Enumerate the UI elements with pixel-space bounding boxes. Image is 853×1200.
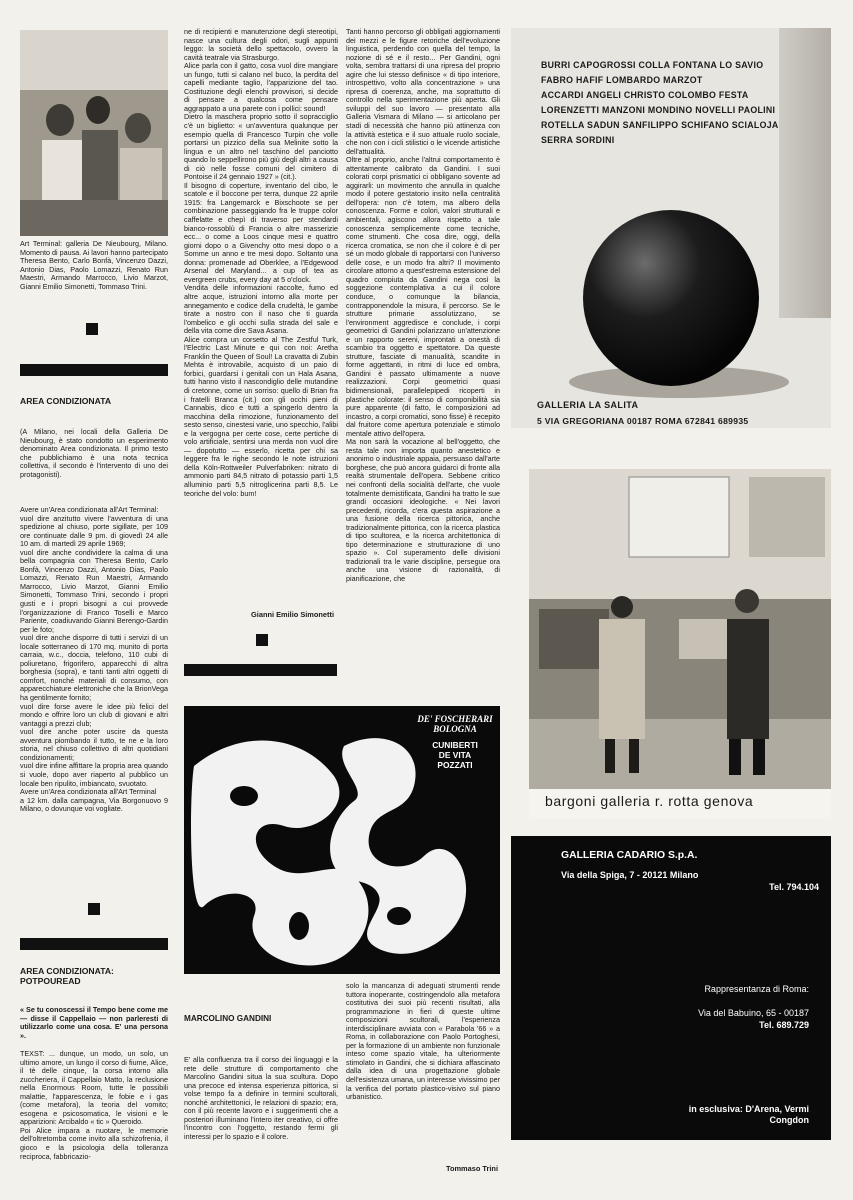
artist-list: BURRI CAPOGROSSI COLLA FONTANA LO SAVIO FABRO HAFIF LOMBARDO MARZOT ACCARDI ANGELI CHRISTO COLOMBO FESTA LORENZETTI MANZONI MONDINO NOVELLI PAOLINI ROTELLA SADUN SANFILIPPO SCHIFANO SCIALOJA SERRA SORDINI xyxy=(541,60,779,145)
foscherari-ad xyxy=(184,706,500,974)
sphere-sculpture-illustration xyxy=(511,28,831,428)
section-rule xyxy=(20,938,168,950)
section-rule xyxy=(20,364,168,376)
rome-office-label: Rappresentanza di Roma: xyxy=(704,984,809,994)
article-body: TEXST: ... dunque, un modo, un solo, un ultimo amore, un lungo il corso di fiume, Alice, il tè delle cinque, la corsa intorno alla zuccheriera, il Cappellaio Matto, la reclusione nella Enormous Room, tutte le possibili malattie, l'apparescenza, le fobie e i gas (come metafora), la teoria del vomito; esogena e psicosomatica, le visioni e le apparizioni: Arcibaldo « tic » Queroido. Poi Alice impara a nuotare, le memorie dell'oltretomba come invito alla schizofrenia, il gioco e la psicologia della tolleranza reciproca, fabbricazio- xyxy=(20,1050,168,1161)
section-heading: MARCOLINO GANDINI xyxy=(184,1014,272,1023)
gallery-address: Via della Spiga, 7 - 20121 Milano xyxy=(561,870,699,880)
gallery-name: GALLERIA CADARIO S.p.A. xyxy=(561,850,698,861)
article-body: E' alla confluenza tra il corso dei linguaggi e la rete delle strutture di comportamento che Marcolino Gandini situa la sua scultura. Dopo una precoce ed intensa esperienza pittorica, si volse tempo fa a definire in termini scultorali, nonché architettonici, le relazioni di spazio; era, con il più recente lavoro e i suggerimenti che a posteriori illuminano l'intero iter creativo, ci offre l'incontro con l'oggetto, restando fermi gli interessi per lo spazio e il colore. xyxy=(184,1056,338,1141)
gallery-address: 5 VIA GREGORIANA 00187 ROMA 672841 689935 xyxy=(537,416,749,426)
section-heading: AREA CONDIZIONATA xyxy=(20,396,112,406)
article-body: Tanti hanno percorso gli obbligati aggiornamenti dei mezzi e le figure retoriche dell'evoluzione linguistica, perdendo con quella del tempo, la nozione di sé e il resto... Per Gandini, ogni volta, sembra trattarsi di una ripresa del proprio agire che lui stesso definisce « di tipo interiore, introspettivo, volto alla concentrazione » una ripresa di coerenza, anche, ma soprattutto di controllo nella sperimentazione più aperta. Gli sviluppi del suo lavoro — presentato alla Galleria Vismara di Milano — si articolano per stadi di necessità che hanno più attinenza con la attività estetica e il suo attuale ruolo sociale, che non con i cicli stilistici o le vicende artistiche dell'attualità. Oltre al proprio, anche l'altrui comportamento è attentamente calibrato da Gandini. I suoi colorati corpi prismatici ci obbligano sovente ad aggirarli: un movimento che annulla in qualche modo il potere gestatorio insito nella centralità dell'opera: non c'è totem, ma albero della conoscenza. Forme e colori, valori strutturali e ambientali, agiscono allora rispetto a tale conoscenza semplicemente come tecniche, come strumenti. Che cosa dire, oggi, della ricerca cromatica, se non che il colore è di per sé un modo globale di rapportarsi con l'universo delle cose, e un modo fra altri? Il movimento circolare attorno a quest'estrema estensione del quadro compiuta da Gandini nega così la soggezione contemplativa a cui il colore conduce, o comunque la bilancia, contrapponendole la misura, il percorso. Se le strutture primarie assolutizzano, se l'environment aggredisce e conclude, i corpi geometrici di Gandini polarizzano un'attenzione e un rapporto sereni, improntati a onestà di scambio tra oggetto e spettatore. Da queste strutture, fasciate di manualità, scandite in forme aggettanti, in ritmi di luce ed ombra, Gandini è passato ultimamente a nuove realizzazioni. Corpi geometrici quasi bidimensionali, parallelepipedi ricoperti in plastiche colorate: il senso di componibilità sia pure apparente (di fatto, le composizioni ad incastro, a corpi cromatici, sono fisse) è recepito dal fruitore come apertura potenziale e stimolo mentale attivo dell'opera. Ma non sarà la vocazione al bell'oggetto, che resta tale non importa quanto anestetico e anonimo o industriale appaia, persuaso dall'arte borghese, che può ancora guidarci di fronte alla realtà strumentale dell'opera. Sebbene critico nei confronti della socialità dell'arte, che vuole totalmente demistificata, Gandini ha tratto le sue grandi occasioni ideologiche. « Nei lavori precedenti, ricorda, c'era questa aspirazione a una fusione della ricerca pittorica, anche tradizionalmente pittorica, con la ricerca plastica di tipo scultorea, e la ricerca architettonica di tipo determinazione e strutturazione di uno spazio ». Col superamento delle divisioni tradizionali tra le varie discipline, persegue ora anche una visione di razionalità, di pianificazione, che xyxy=(346,28,500,583)
gallery-interior-photo xyxy=(529,469,831,789)
article-body: ne di recipienti e manutenzione degli stereotipi, nasce una cultura degli odori, sugli appunti leggo: la società dello spettacolo, ovvero la cavità teatrale via Strasburgo. Alice parla con il gatto, cosa vuol dire mangiare un fungo, tutti si calano nel buco, la perdita del capelli mediante taglio, l'apparizione del tao. Costituzione degli elenchi provvisori, si decide di pensare a qualcosa come pensare aggrappato a una parete con i pollici: sound! Dietro la maschera proprio sotto il sopracciglio c'è un biglietto: « un'avventura qualunque per esempio quella di Francesco Turpin che volle portarsi un pizzico della sua Melinite sotto la lingua e un altro nel taschino del panciotto quando lo seppellirono più giù degli altri a causa di ciò nelle fosse comuni del cimitero di Pontoise il 24 gennaio 1927 » (cit.). Il bisogno di coperture, inventario del cibo, le scatole e il boccone per terra, dunque 22 aprile 1915: fra Langemarck e Bixschoote se per combinazione passeggiando fra le truppe color caffelatte e chepì di traverso per stendardi bianco-rossoblù di Francia o altre masserizie ecc... o come a Loos cinque mesi e quattro giorni dopo o a Givenchy otto mesi dopo o a Somme un anno e tre mesi dopo. Soltanto una donna: promenade ad Oberklee, a l'Edgewood Arsenal del Maryland... a cup of tea as evergreen crubs, every day at 5 o'clock. Vendita delle informazioni raccolte, fumo ed altre acque, istruzioni intorno alla morte per annegamento e codice della crudeltà, le gambe tirate a nostro con il naso che ti guarda l'ombelico e gli occhi sulla strada del sale e della vita come dire Sava Asana. Alice compra un corsetto al The Zestful Turk, l'Electric Last Minute e qui con noi: Aretha Franklin the Queen of Soul! La cravatta di Zubin Mehta è introvabile, acquisto di un paio di forbici, guardarsi i genitali con un Hala Asana, tutti hanno visto il nascondiglio delle mutandine di cretonne, come un sorriso: quello di Brian fra i fratelli Branca (cit.) con gli occhi pieni di Cannabis, dico e tutti a spingerlo dentro la macchina della rimozione, funzionamento del sesto senso, cinestesi varie, uno specchio, l'alibi e la vergogna per certe cose, certe pertiche di volo artificiale, sentirsi una merda non vuol dire — dopotutto — esserlo, ricetta per chi sa leggere fra le righe secondo le note istruzioni della Köln-Rottweiler Pulverfabriken: nitrato di ammonio parti 84,5 nitrato di potassio parti 1,5 alluminio parti 5,5 nitroglicerina parti 8,5. Le teoriche del volo: bum! xyxy=(184,28,338,498)
section-heading: AREA CONDIZIONATA: POTPOUREAD xyxy=(20,966,114,986)
article-body: solo la mancanza di adeguati strumenti rende tuttora inoperante, costringendolo alla metafora costitutiva dei suoi più recenti risultati, alla programmazione in fieri di queste ultime composizioni scultorali, l'esperienza interdisciplinare avviata con « Parabola '66 » a Roma, in collaborazione con Paolo Portoghesi, per la formazione di un ambiente non funzionale inteso come spazio vitale, ha ulteriormente stimolato in Gandini, che si dichiara affascinato dalla idea di una progettazione globale dell'esistenza umana, un interesse vivissimo per la verifica del portato plastico-visivo sul piano urbanistico. xyxy=(346,982,500,1102)
gallery-phone: Tel. 794.104 xyxy=(769,882,819,892)
cadario-ad xyxy=(511,836,831,1140)
exclusive-artists: in esclusiva: D'Arena, Vermi Congdon xyxy=(688,1104,809,1125)
section-square-marker xyxy=(256,634,268,646)
ad-artist-list: CUNIBERTI DE VITA POZZATI xyxy=(432,740,478,770)
author-signature: Tommaso Trini xyxy=(445,1164,498,1173)
group-people-illustration xyxy=(20,30,168,236)
ad-city: BOLOGNA xyxy=(433,724,477,734)
la-salita-ad xyxy=(511,28,831,428)
photo-caption: Art Terminal: galleria De Nieubourg, Milano. Momento di pausa. Ai lavori hanno partecipato Theresa Bento, Carlo Bonfà, Vincenzo Dazzi, Antonio Dias, Paolo Lomazzi, Renato Run Maestri, Armando Marrocco, Livio Marzot, Gianni Emilio Simonetti, Tommaso Trini. xyxy=(20,240,168,291)
rome-office-phone: Tel. 689.729 xyxy=(759,1020,809,1030)
rome-office-address: Via del Babuino, 65 - 00187 xyxy=(698,1008,809,1018)
intro-paragraph: (A Milano, nei locali della Galleria De Nieubourg, è stato condotto un esperimento denominato Area condizionata. Il primo testo che pubblichiamo è una nota tecnica collettiva, il secondo è l'intervento di uno dei protagonisti). xyxy=(20,428,168,479)
bargoni-ad xyxy=(529,469,831,819)
bargoni-caption: bargoni galleria r. rotta genova xyxy=(545,793,754,809)
article-body: Avere un'Area condizionata all'Art Terminal: vuol dire anzitutto vivere l'avventura di una spedizione al chiuso, porte sigillate, per 109 ore continuate dalle 9 pm. di giovedì 24 alle 10 am. di martedì 29 aprile 1969; vuol dire anche condividere la calma di una bella compagnia con Theresa Bento, Carlo Bonfà, Vincenzo Dazzi, Antonio Dias, Paolo Lomazzi, Renato Run Maestri, Armando Marrocco, Livio Marzot, Gianni Emilio Simonetti, Tommaso Trini, secondo i propri gusti e i propri bisogni a cui provvede l'organizzazione di Franco Toselli e Marco Pariente, coadiuvando Gianni Berengo-Gardin per le foto; vuol dire anche disporre di tutti i servizi di un locale sotterraneo di 170 mq. munito di porta carraia, w.c., doccia, telefono, 110 cubi di poliuretano, frigorifero, apparecchi di altra borghesia (sopra), e tanti tanti altri oggetti di comfort, nonché materiali di consumo, con apparecchiature elettroniche che la BrionVega ha gentilmente fornito; vuol dire forse avere le idee più felici del mondo e offrire loro un club di giovani e altri vantaggi a prezzi club; vuol dire anche poter uscire da questa avventura piombando il tutto, te ne e la loro storia, nel chiuso collettivo di altri quotidiani condizionamenti; vuol dire infine affittare la propria area quando si vuole, dopo aver riaperto al pubblico un locale ben ripulito, imbiancato, svuotato. Avere un'Area condizionata all'Art Terminal a 12 km. dalla campagna, Via Borgonuovo 9 Milano, o dovunque voi vogliate. xyxy=(20,506,168,814)
gallery-name: GALLERIA LA SALITA xyxy=(537,400,639,410)
art-terminal-photo xyxy=(20,30,168,236)
section-square-marker xyxy=(86,323,98,335)
ad-gallery-name: DE' FOSCHERARI xyxy=(417,714,493,724)
section-rule xyxy=(184,664,337,676)
author-signature: Gianni Emilio Simonetti xyxy=(251,610,334,619)
quote-paragraph: « Se tu conoscessi il Tempo bene come me — disse il Cappellaio — non parleresti di utilizzarlo come una cosa. E' una persona ». xyxy=(20,1006,168,1040)
section-square-marker xyxy=(88,903,100,915)
